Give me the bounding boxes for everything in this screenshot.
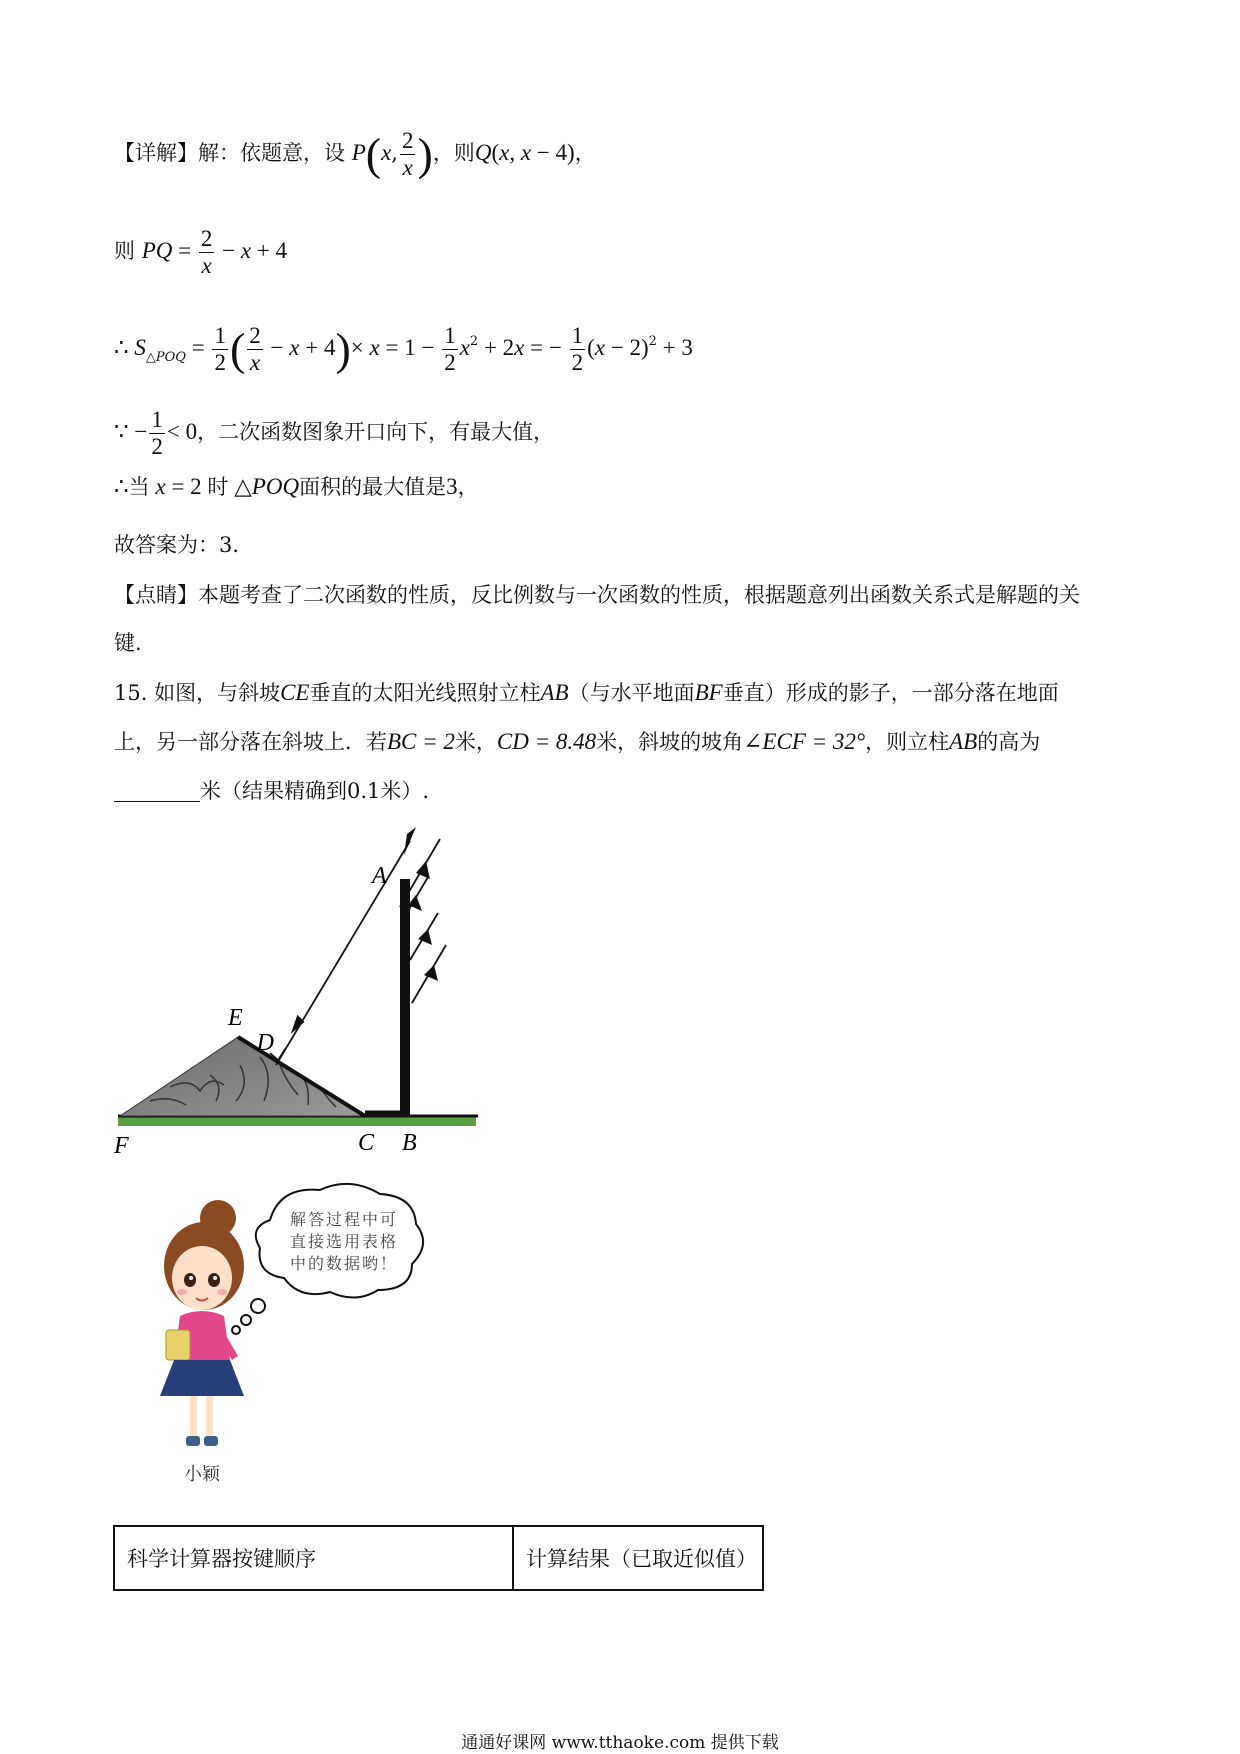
table-header-result: 计算结果（已取近似值） xyxy=(526,1547,757,1571)
label-C: C xyxy=(358,1130,375,1156)
question-15-line-2: 上，另一部分落在斜坡上．若BC = 2米，CD = 8.48米，斜坡的坡角∠ECF = 32°，则立柱AB的高为 xyxy=(114,729,1041,754)
label-E: E xyxy=(228,1005,243,1031)
page-footer: 通通好课网 www.tthaoke.com 提供下载 xyxy=(461,1733,779,1753)
label-D: D xyxy=(256,1030,274,1056)
solution-line-2: 则 PQ = $\frac{2}{x}$ − x + 4 xyxy=(114,226,288,278)
solution-line-1: 【详解】解：依题意，设 P(x, $\frac{2}{x}$ )，则Q(x, x − 4)， xyxy=(114,128,596,180)
comment-line: 【点睛】本题考查了二次函数的性质，反比例数与一次函数的性质，根据题意列出函数关系式是解题的关 xyxy=(114,583,1080,607)
calculator-table xyxy=(113,1525,764,1591)
detail-label: 【详解】 xyxy=(114,141,198,165)
label-B: B xyxy=(402,1130,417,1156)
sun-ray-AD xyxy=(276,841,410,1065)
girl-name: 小颖 xyxy=(184,1464,220,1485)
solution-line-5: ∴当 x = 2 时 △POQ面积的最大值是3， xyxy=(114,474,479,499)
answer-line: 故答案为：3． xyxy=(114,533,254,557)
label-F: F xyxy=(114,1133,129,1159)
bubble-line-1: 解答过程中可 xyxy=(289,1210,399,1229)
fraction-2-over-x: $\frac{2}{x}$ xyxy=(401,128,414,180)
question-15-line-1: 15. 如图，与斜坡CE垂直的太阳光线照射立柱AB（与水平地面BF垂直）形成的影子，一部分落在地面 xyxy=(114,680,1059,705)
girl-illustration xyxy=(160,1180,440,1510)
bubble-line-2: 直接选用表格 xyxy=(289,1232,399,1251)
slope-diagram xyxy=(110,825,490,1170)
solution-line-3: ∴ $S_{\triangle POQ}$ = $\frac{1}{2}$ ( $\frac{2}{x}$ − x + 4)× x = 1 − $\frac{1}{2}$ $x^2 + 2x$ = − $\frac{1}{2}$ $(x - 2)^2 + 3$ xyxy=(114,323,693,375)
comment-line-2: 键. xyxy=(114,631,142,655)
table-header-key-sequence: 科学计算器按键顺序 xyxy=(115,1527,514,1589)
answer-blank[interactable] xyxy=(114,779,200,802)
bubble-line-3: 中的数据哟！ xyxy=(289,1254,399,1273)
comment-label: 【点睛】 xyxy=(114,583,198,607)
hill xyxy=(120,1037,365,1116)
solution-line-4: ∵ − $\frac{1}{2}$ < 0，二次函数图象开口向下，有最大值， xyxy=(114,407,555,459)
label-A: A xyxy=(372,863,387,889)
question-15-line-3: 米（结果精确到0.1米）. xyxy=(114,776,429,806)
ground xyxy=(118,1117,476,1126)
